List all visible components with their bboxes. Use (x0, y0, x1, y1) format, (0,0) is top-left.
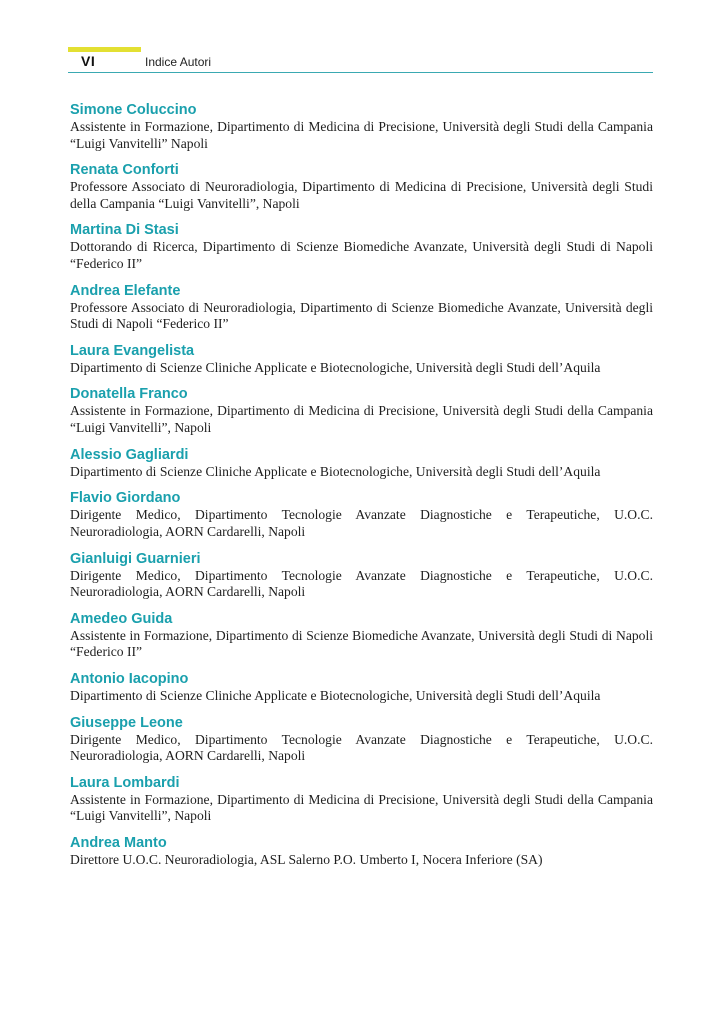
page-header (0, 0, 723, 80)
author-entry (70, 489, 653, 540)
author-entry (70, 161, 653, 212)
author-name: Renata Conforti (70, 162, 179, 179)
author-affiliation: Assistente in Formazione, Dipartimento di Scienze Biomediche Avanzate, Università degli Studi di Napoli “Federico II” (70, 627, 653, 660)
author-affiliation: Assistente in Formazione, Dipartimento di Medicina di Precisione, Università degli Studi della Campania “Luigi Vanvitelli” Napoli (70, 119, 653, 151)
author-name: Andrea Manto (70, 834, 167, 851)
author-affiliation: Direttore U.O.C. Neuroradiologia, ASL Salerno P.O. Umberto I, Nocera Inferiore (SA) (70, 851, 543, 867)
author-affiliation: Professore Associato di Neuroradiologia, Dipartimento di Scienze Biomediche Avanzate, Università degli Studi di Napoli “Federico II” (70, 299, 653, 332)
author-entry (70, 446, 653, 481)
header-accent-bar (68, 47, 141, 52)
author-entry (70, 221, 653, 272)
author-affiliation: Dipartimento di Scienze Cliniche Applicate e Biotecnologiche, Università degli Studi dell’Aquila (70, 463, 601, 479)
author-name: Alessio Gagliardi (70, 446, 189, 463)
author-entry (70, 610, 653, 661)
author-name: Amedeo Guida (70, 610, 173, 627)
author-name: Martina Di Stasi (70, 222, 179, 239)
author-entry (70, 774, 653, 825)
author-affiliation: Dirigente Medico, Dipartimento Tecnologie Avanzate Diagnostiche e Terapeutiche, U.O.C. Neuroradiologia, AORN Cardarelli, Napoli (70, 507, 653, 539)
author-name: Donatella Franco (70, 386, 188, 403)
author-entry (70, 101, 653, 152)
author-name: Giuseppe Leone (70, 714, 183, 731)
author-affiliation: Dirigente Medico, Dipartimento Tecnologie Avanzate Diagnostiche e Terapeutiche, U.O.C. Neuroradiologia, AORN Cardarelli, Napoli (70, 731, 653, 764)
header-rule (68, 72, 653, 73)
author-entry (70, 282, 653, 333)
author-name: Laura Evangelista (70, 342, 195, 359)
author-affiliation: Dottorando di Ricerca, Dipartimento di Scienze Biomediche Avanzate, Università degli Studi di Napoli “Federico II” (70, 239, 653, 271)
author-list (70, 101, 653, 878)
author-entry (70, 670, 653, 705)
author-name: Laura Lombardi (70, 774, 180, 791)
author-name: Simone Coluccino (70, 102, 197, 118)
author-affiliation: Assistente in Formazione, Dipartimento di Medicina di Precisione, Università degli Studi della Campania “Luigi Vanvitelli”, Napoli (70, 791, 653, 824)
author-affiliation: Dipartimento di Scienze Cliniche Applicate e Biotecnologiche, Università degli Studi dell’Aquila (70, 359, 601, 375)
author-entry (70, 342, 653, 377)
author-name: Flavio Giordano (70, 490, 181, 507)
author-entry (70, 550, 653, 601)
author-name: Gianluigi Guarnieri (70, 550, 201, 567)
author-name: Andrea Elefante (70, 282, 181, 299)
page-number: VI (81, 53, 96, 69)
author-affiliation: Dipartimento di Scienze Cliniche Applicate e Biotecnologiche, Università degli Studi dell’Aquila (70, 687, 601, 703)
author-affiliation: Professore Associato di Neuroradiologia, Dipartimento di Medicina di Precisione, Università degli Studi della Campania “Luigi Vanvitelli”, Napoli (70, 179, 653, 211)
author-affiliation: Assistente in Formazione, Dipartimento di Medicina di Precisione, Università degli Studi della Campania “Luigi Vanvitelli”, Napoli (70, 403, 653, 435)
author-affiliation: Dirigente Medico, Dipartimento Tecnologie Avanzate Diagnostiche e Terapeutiche, U.O.C. Neuroradiologia, AORN Cardarelli, Napoli (70, 567, 653, 599)
author-entry (70, 714, 653, 765)
author-entry (70, 834, 653, 869)
author-name: Antonio Iacopino (70, 670, 189, 687)
section-title: Indice Autori (145, 55, 212, 69)
author-entry (70, 385, 653, 436)
